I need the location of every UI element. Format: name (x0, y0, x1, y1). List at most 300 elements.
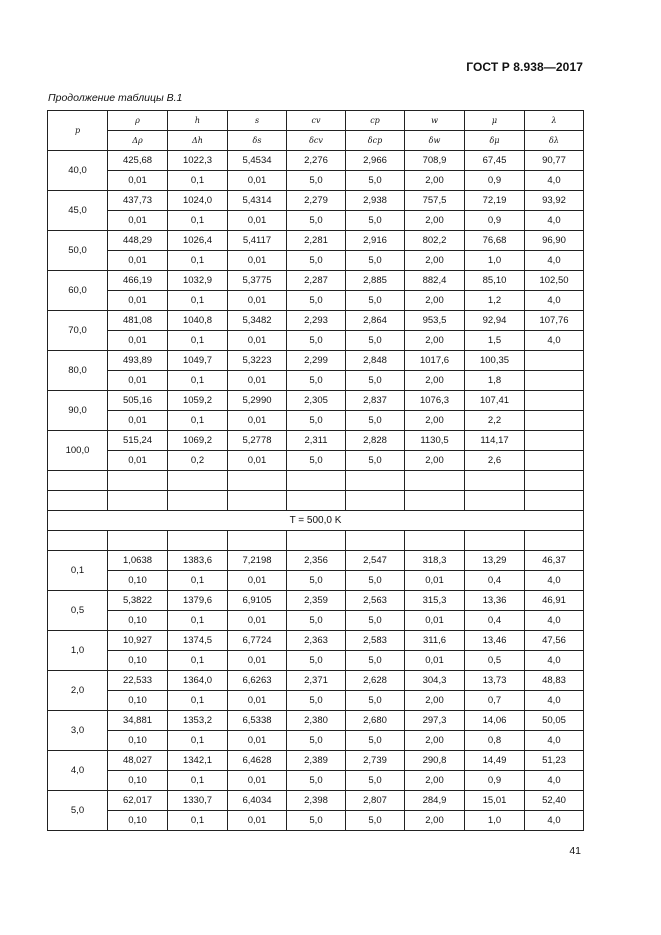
uncertainty-cell: 5,0 (346, 371, 405, 391)
uncertainty-cell: 4,0 (525, 651, 584, 671)
uncertainty-cell: 5,0 (287, 251, 346, 271)
uncertainty-cell: 2,00 (405, 251, 465, 271)
table-row-values (48, 671, 584, 691)
empty-cell (405, 491, 465, 511)
uncertainty-cell: 0,10 (108, 691, 168, 711)
uncertainty-cell: 0,1 (168, 371, 228, 391)
value-cell: 6,6263 (228, 671, 287, 691)
uncertainty-cell: 0,1 (168, 811, 228, 831)
uncertainty-cell: 5,0 (346, 251, 405, 271)
column-header-symbol: cp (346, 111, 405, 131)
value-cell: 2,276 (287, 151, 346, 171)
table-row-values (48, 551, 584, 571)
value-cell: 2,293 (287, 311, 346, 331)
empty-cell (465, 491, 525, 511)
uncertainty-cell: 4,0 (525, 171, 584, 191)
value-cell: 2,389 (287, 751, 346, 771)
pressure-cell: 40,0 (48, 151, 108, 191)
uncertainty-cell: 0,01 (228, 771, 287, 791)
value-cell: 114,17 (465, 431, 525, 451)
uncertainty-cell: 0,10 (108, 571, 168, 591)
table-row-uncertainty (48, 211, 584, 231)
uncertainty-cell: 5,0 (346, 611, 405, 631)
value-cell: 51,23 (525, 751, 584, 771)
value-cell: 515,24 (108, 431, 168, 451)
value-cell: 304,3 (405, 671, 465, 691)
value-cell: 72,19 (465, 191, 525, 211)
uncertainty-cell: 2,00 (405, 811, 465, 831)
empty-cell (346, 471, 405, 491)
value-cell: 14,06 (465, 711, 525, 731)
empty-cell (108, 471, 168, 491)
value-cell: 290,8 (405, 751, 465, 771)
table-row-uncertainty (48, 691, 584, 711)
uncertainty-cell: 0,10 (108, 811, 168, 831)
uncertainty-cell: 5,0 (287, 611, 346, 631)
value-cell: 102,50 (525, 271, 584, 291)
uncertainty-cell: 4,0 (525, 571, 584, 591)
value-cell: 1040,8 (168, 311, 228, 331)
pressure-cell: 4,0 (48, 751, 108, 791)
value-cell: 757,5 (405, 191, 465, 211)
value-cell (525, 431, 584, 451)
value-cell: 1353,2 (168, 711, 228, 731)
empty-cell (346, 531, 405, 551)
pressure-cell: 2,0 (48, 671, 108, 711)
uncertainty-cell: 5,0 (346, 171, 405, 191)
uncertainty-cell: 0,1 (168, 731, 228, 751)
value-cell: 448,29 (108, 231, 168, 251)
pressure-cell: 50,0 (48, 231, 108, 271)
value-cell: 1374,5 (168, 631, 228, 651)
uncertainty-cell: 0,5 (465, 651, 525, 671)
uncertainty-cell: 0,9 (465, 171, 525, 191)
uncertainty-cell: 5,0 (287, 331, 346, 351)
uncertainty-cell: 0,9 (465, 771, 525, 791)
value-cell: 1364,0 (168, 671, 228, 691)
table-row-values (48, 791, 584, 811)
pressure-cell: 3,0 (48, 711, 108, 751)
uncertainty-cell: 0,01 (228, 411, 287, 431)
value-cell: 85,10 (465, 271, 525, 291)
uncertainty-cell: 2,2 (465, 411, 525, 431)
value-cell: 708,9 (405, 151, 465, 171)
value-cell: 1069,2 (168, 431, 228, 451)
value-cell: 1032,9 (168, 271, 228, 291)
uncertainty-cell: 0,01 (228, 211, 287, 231)
value-cell: 311,6 (405, 631, 465, 651)
uncertainty-cell: 0,01 (228, 331, 287, 351)
empty-cell (108, 491, 168, 511)
uncertainty-cell: 0,10 (108, 771, 168, 791)
empty-cell (525, 491, 584, 511)
table-row-uncertainty (48, 411, 584, 431)
empty-cell (108, 531, 168, 551)
value-cell: 2,739 (346, 751, 405, 771)
empty-cell (525, 531, 584, 551)
uncertainty-cell: 4,0 (525, 811, 584, 831)
value-cell: 2,583 (346, 631, 405, 651)
uncertainty-cell: 0,01 (405, 571, 465, 591)
page-number: 41 (569, 845, 581, 857)
value-cell: 5,3775 (228, 271, 287, 291)
value-cell: 13,36 (465, 591, 525, 611)
uncertainty-cell: 4,0 (525, 211, 584, 231)
table-row-values (48, 191, 584, 211)
empty-cell (228, 531, 287, 551)
uncertainty-cell: 2,00 (405, 731, 465, 751)
value-cell: 93,92 (525, 191, 584, 211)
uncertainty-cell: 4,0 (525, 331, 584, 351)
value-cell: 5,4117 (228, 231, 287, 251)
value-cell: 67,45 (465, 151, 525, 171)
table-row-uncertainty (48, 811, 584, 831)
uncertainty-cell: 0,9 (465, 211, 525, 231)
pressure-cell: 70,0 (48, 311, 108, 351)
table-row-values (48, 431, 584, 451)
uncertainty-cell: 1,8 (465, 371, 525, 391)
uncertainty-cell: 5,0 (287, 211, 346, 231)
value-cell: 2,311 (287, 431, 346, 451)
value-cell: 2,848 (346, 351, 405, 371)
value-cell: 2,628 (346, 671, 405, 691)
empty-cell (525, 471, 584, 491)
value-cell: 2,305 (287, 391, 346, 411)
pressure-cell: 60,0 (48, 271, 108, 311)
value-cell: 107,41 (465, 391, 525, 411)
pressure-cell: 45,0 (48, 191, 108, 231)
uncertainty-cell: 5,0 (287, 691, 346, 711)
value-cell: 6,4034 (228, 791, 287, 811)
pressure-cell: 90,0 (48, 391, 108, 431)
table-row-values (48, 711, 584, 731)
column-header-uncertainty: δcp (346, 131, 405, 151)
uncertainty-cell: 0,01 (228, 251, 287, 271)
uncertainty-cell: 0,01 (228, 811, 287, 831)
table-row-values (48, 231, 584, 251)
value-cell: 6,7724 (228, 631, 287, 651)
empty-cell (287, 471, 346, 491)
section-title: T = 500,0 K (48, 511, 584, 531)
uncertainty-cell (525, 371, 584, 391)
value-cell: 107,76 (525, 311, 584, 331)
uncertainty-cell: 0,1 (168, 691, 228, 711)
uncertainty-cell (525, 451, 584, 471)
uncertainty-cell: 5,0 (287, 771, 346, 791)
uncertainty-cell: 2,00 (405, 371, 465, 391)
uncertainty-cell: 0,1 (168, 251, 228, 271)
header-row-symbols (48, 111, 584, 131)
value-cell: 1049,7 (168, 351, 228, 371)
uncertainty-cell: 1,2 (465, 291, 525, 311)
uncertainty-cell: 1,5 (465, 331, 525, 351)
uncertainty-cell: 0,01 (405, 611, 465, 631)
uncertainty-cell: 0,01 (108, 171, 168, 191)
uncertainty-cell: 5,0 (346, 211, 405, 231)
value-cell: 5,4534 (228, 151, 287, 171)
value-cell: 1017,6 (405, 351, 465, 371)
value-cell: 7,2198 (228, 551, 287, 571)
pressure-cell: 80,0 (48, 351, 108, 391)
uncertainty-cell: 0,01 (108, 331, 168, 351)
pressure-cell: 0,1 (48, 551, 108, 591)
value-cell: 2,885 (346, 271, 405, 291)
table-row-values (48, 631, 584, 651)
uncertainty-cell: 0,1 (168, 171, 228, 191)
value-cell: 2,837 (346, 391, 405, 411)
column-header-uncertainty: δcv (287, 131, 346, 151)
value-cell: 5,3223 (228, 351, 287, 371)
uncertainty-cell: 0,01 (228, 571, 287, 591)
uncertainty-cell: 4,0 (525, 611, 584, 631)
value-cell: 5,3822 (108, 591, 168, 611)
uncertainty-cell: 4,0 (525, 731, 584, 751)
uncertainty-cell: 5,0 (346, 731, 405, 751)
uncertainty-cell: 5,0 (346, 811, 405, 831)
value-cell: 14,49 (465, 751, 525, 771)
value-cell: 13,73 (465, 671, 525, 691)
table-caption: Продолжение таблицы В.1 (48, 92, 183, 104)
empty-cell (48, 531, 108, 551)
column-header-uncertainty: δλ (525, 131, 584, 151)
value-cell: 1342,1 (168, 751, 228, 771)
value-cell: 493,89 (108, 351, 168, 371)
uncertainty-cell: 5,0 (287, 411, 346, 431)
uncertainty-cell: 5,0 (346, 571, 405, 591)
value-cell: 2,363 (287, 631, 346, 651)
table-row-uncertainty (48, 171, 584, 191)
uncertainty-cell: 5,0 (287, 291, 346, 311)
value-cell: 46,37 (525, 551, 584, 571)
empty-row (48, 531, 584, 551)
value-cell: 481,08 (108, 311, 168, 331)
empty-cell (48, 491, 108, 511)
uncertainty-cell: 0,01 (228, 611, 287, 631)
value-cell: 2,299 (287, 351, 346, 371)
empty-cell (48, 471, 108, 491)
uncertainty-cell: 0,10 (108, 651, 168, 671)
value-cell: 10,927 (108, 631, 168, 651)
value-cell: 47,56 (525, 631, 584, 651)
value-cell: 1022,3 (168, 151, 228, 171)
uncertainty-cell: 2,00 (405, 211, 465, 231)
value-cell: 52,40 (525, 791, 584, 811)
value-cell: 62,017 (108, 791, 168, 811)
value-cell: 2,279 (287, 191, 346, 211)
uncertainty-cell: 5,0 (346, 451, 405, 471)
uncertainty-cell: 0,01 (108, 251, 168, 271)
value-cell: 5,3482 (228, 311, 287, 331)
empty-row (48, 471, 584, 491)
value-cell: 802,2 (405, 231, 465, 251)
value-cell: 2,371 (287, 671, 346, 691)
value-cell: 6,9105 (228, 591, 287, 611)
column-header-symbol: μ (465, 111, 525, 131)
value-cell: 2,680 (346, 711, 405, 731)
value-cell: 318,3 (405, 551, 465, 571)
value-cell: 13,29 (465, 551, 525, 571)
value-cell: 13,46 (465, 631, 525, 651)
uncertainty-cell: 1,0 (465, 251, 525, 271)
uncertainty-cell: 2,00 (405, 691, 465, 711)
table-row-uncertainty (48, 731, 584, 751)
uncertainty-cell: 0,4 (465, 571, 525, 591)
value-cell: 297,3 (405, 711, 465, 731)
uncertainty-cell: 5,0 (287, 651, 346, 671)
value-cell (525, 351, 584, 371)
uncertainty-cell: 0,01 (228, 731, 287, 751)
column-header-symbol: cv (287, 111, 346, 131)
value-cell: 1024,0 (168, 191, 228, 211)
value-cell: 5,2778 (228, 431, 287, 451)
uncertainty-cell: 0,01 (228, 691, 287, 711)
empty-cell (287, 491, 346, 511)
value-cell: 5,2990 (228, 391, 287, 411)
uncertainty-cell: 2,00 (405, 171, 465, 191)
value-cell: 96,90 (525, 231, 584, 251)
table-row-uncertainty (48, 771, 584, 791)
column-header-uncertainty: Δρ (108, 131, 168, 151)
column-header-uncertainty: δμ (465, 131, 525, 151)
empty-cell (465, 531, 525, 551)
uncertainty-cell: 0,1 (168, 611, 228, 631)
value-cell: 315,3 (405, 591, 465, 611)
header-row-uncertainty (48, 131, 584, 151)
uncertainty-cell: 2,00 (405, 451, 465, 471)
uncertainty-cell: 0,4 (465, 611, 525, 631)
empty-cell (287, 531, 346, 551)
value-cell: 46,91 (525, 591, 584, 611)
uncertainty-cell: 2,6 (465, 451, 525, 471)
uncertainty-cell: 2,00 (405, 771, 465, 791)
pressure-cell: 5,0 (48, 791, 108, 831)
empty-cell (465, 471, 525, 491)
uncertainty-cell: 5,0 (346, 691, 405, 711)
empty-cell (168, 491, 228, 511)
uncertainty-cell: 0,7 (465, 691, 525, 711)
value-cell: 2,380 (287, 711, 346, 731)
empty-cell (405, 471, 465, 491)
pressure-cell: 0,5 (48, 591, 108, 631)
uncertainty-cell: 5,0 (287, 451, 346, 471)
document-title: ГОСТ Р 8.938—2017 (466, 60, 583, 74)
empty-cell (228, 491, 287, 511)
value-cell: 2,398 (287, 791, 346, 811)
column-header-p: p (48, 111, 108, 151)
value-cell: 6,4628 (228, 751, 287, 771)
uncertainty-cell: 4,0 (525, 251, 584, 271)
table-row-uncertainty (48, 451, 584, 471)
table-row-uncertainty (48, 291, 584, 311)
uncertainty-cell: 0,01 (108, 211, 168, 231)
uncertainty-cell: 5,0 (346, 331, 405, 351)
uncertainty-cell: 2,00 (405, 291, 465, 311)
column-header-symbol: ρ (108, 111, 168, 131)
uncertainty-cell: 0,10 (108, 731, 168, 751)
uncertainty-cell: 0,1 (168, 291, 228, 311)
uncertainty-cell: 5,0 (287, 171, 346, 191)
uncertainty-cell: 0,10 (108, 611, 168, 631)
table-row-uncertainty (48, 611, 584, 631)
value-cell: 15,01 (465, 791, 525, 811)
value-cell: 34,881 (108, 711, 168, 731)
column-header-uncertainty: δs (228, 131, 287, 151)
uncertainty-cell: 4,0 (525, 771, 584, 791)
value-cell: 100,35 (465, 351, 525, 371)
value-cell: 2,563 (346, 591, 405, 611)
value-cell: 2,916 (346, 231, 405, 251)
value-cell: 48,027 (108, 751, 168, 771)
value-cell: 1383,6 (168, 551, 228, 571)
table-row-values (48, 751, 584, 771)
column-header-uncertainty: Δh (168, 131, 228, 151)
value-cell: 1059,2 (168, 391, 228, 411)
uncertainty-cell: 5,0 (346, 291, 405, 311)
empty-cell (228, 471, 287, 491)
uncertainty-cell: 5,0 (287, 571, 346, 591)
uncertainty-cell: 0,01 (228, 651, 287, 671)
value-cell: 2,281 (287, 231, 346, 251)
uncertainty-cell: 5,0 (346, 651, 405, 671)
table-row-values (48, 351, 584, 371)
uncertainty-cell: 0,1 (168, 211, 228, 231)
value-cell: 2,864 (346, 311, 405, 331)
column-header-symbol: w (405, 111, 465, 131)
pressure-cell: 100,0 (48, 431, 108, 471)
uncertainty-cell: 0,01 (228, 291, 287, 311)
value-cell: 2,287 (287, 271, 346, 291)
uncertainty-cell: 0,1 (168, 571, 228, 591)
uncertainty-cell: 4,0 (525, 291, 584, 311)
value-cell: 2,938 (346, 191, 405, 211)
empty-cell (405, 531, 465, 551)
uncertainty-cell: 5,0 (287, 731, 346, 751)
section-row (48, 511, 584, 531)
value-cell: 1330,7 (168, 791, 228, 811)
empty-cell (346, 491, 405, 511)
uncertainty-cell: 5,0 (346, 771, 405, 791)
value-cell: 2,807 (346, 791, 405, 811)
value-cell: 882,4 (405, 271, 465, 291)
table-row-uncertainty (48, 651, 584, 671)
value-cell (525, 391, 584, 411)
value-cell: 6,5338 (228, 711, 287, 731)
value-cell: 48,83 (525, 671, 584, 691)
value-cell: 2,547 (346, 551, 405, 571)
value-cell: 1,0638 (108, 551, 168, 571)
empty-cell (168, 471, 228, 491)
uncertainty-cell: 0,1 (168, 651, 228, 671)
uncertainty-cell: 5,0 (287, 811, 346, 831)
uncertainty-cell: 2,00 (405, 411, 465, 431)
value-cell: 437,73 (108, 191, 168, 211)
table-row-values (48, 591, 584, 611)
uncertainty-cell: 5,0 (287, 371, 346, 391)
uncertainty-cell: 0,01 (228, 171, 287, 191)
empty-cell (168, 531, 228, 551)
uncertainty-cell: 0,1 (168, 411, 228, 431)
value-cell: 92,94 (465, 311, 525, 331)
value-cell: 1379,6 (168, 591, 228, 611)
value-cell: 90,77 (525, 151, 584, 171)
value-cell: 2,356 (287, 551, 346, 571)
table-row-values (48, 271, 584, 291)
value-cell: 2,966 (346, 151, 405, 171)
uncertainty-cell: 0,1 (168, 771, 228, 791)
uncertainty-cell (525, 411, 584, 431)
value-cell: 50,05 (525, 711, 584, 731)
uncertainty-cell: 0,1 (168, 331, 228, 351)
